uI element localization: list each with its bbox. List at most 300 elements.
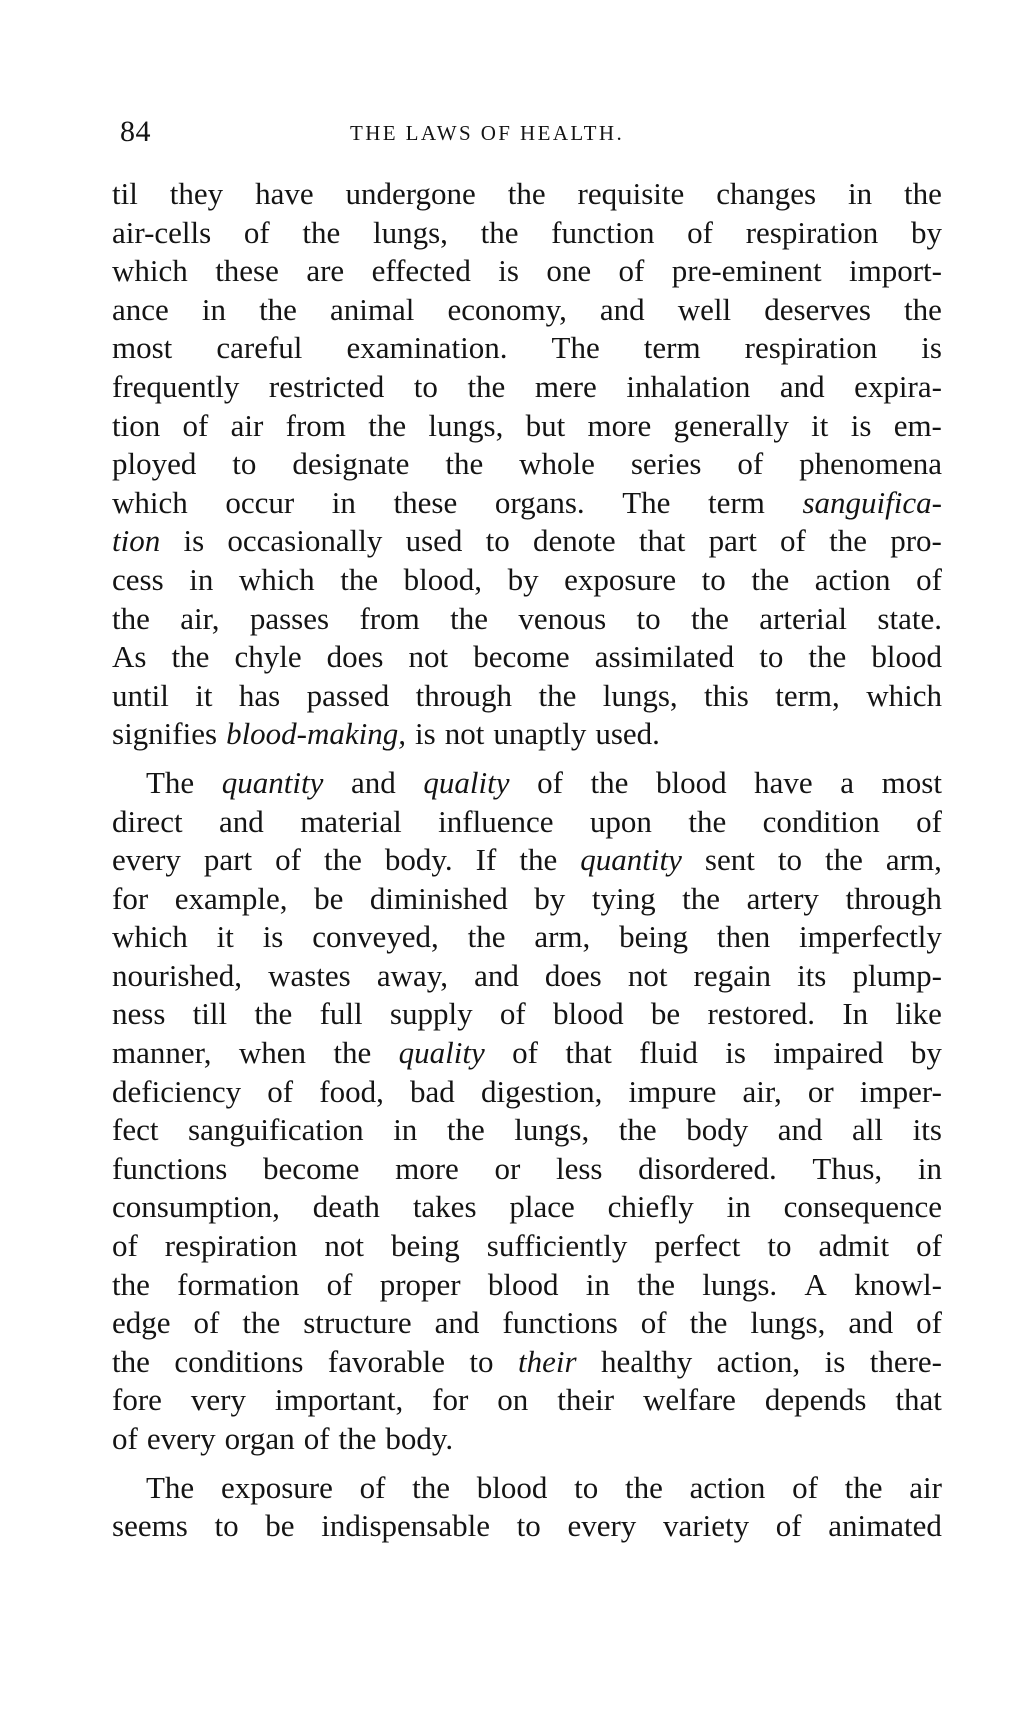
word: plump-	[852, 957, 942, 993]
word: sanguification	[188, 1112, 364, 1148]
word: In	[842, 996, 869, 1032]
page-number: 84	[120, 115, 151, 148]
text-line	[112, 880, 942, 919]
word: of	[687, 214, 713, 250]
word: disordered.	[638, 1150, 777, 1186]
word: is	[262, 919, 284, 955]
word: blood	[871, 639, 942, 675]
word: phenomena	[799, 446, 942, 482]
word: of	[916, 561, 942, 597]
word: venous	[518, 600, 607, 636]
word: air-cells	[112, 214, 212, 250]
word: it	[195, 677, 213, 713]
word: ance	[112, 291, 169, 327]
word: the	[751, 561, 790, 597]
word: more	[395, 1150, 459, 1186]
word: there-	[869, 1343, 942, 1379]
word: frequently	[112, 368, 240, 404]
word: in	[393, 1112, 418, 1148]
word: occasionally	[227, 523, 383, 559]
word: the	[590, 764, 629, 800]
word: lungs.	[702, 1266, 778, 1302]
word: in	[917, 1150, 942, 1186]
word: in	[585, 1266, 610, 1302]
word: deficiency	[112, 1073, 242, 1109]
word: in	[847, 176, 873, 211]
word: of	[112, 1228, 138, 1264]
text-line	[112, 561, 942, 600]
word: healthy	[600, 1343, 693, 1379]
word: of	[193, 1305, 220, 1341]
word: the	[480, 214, 519, 250]
word: conditions	[174, 1343, 304, 1379]
word: cess	[112, 561, 164, 597]
word: be	[265, 1508, 295, 1544]
word: The	[622, 484, 671, 520]
text-line	[112, 1073, 942, 1112]
word: well	[677, 291, 732, 327]
word: part	[203, 842, 253, 878]
word: to	[232, 446, 257, 482]
word: careful	[216, 330, 303, 366]
word: fore	[112, 1382, 162, 1418]
word: of	[780, 523, 806, 559]
word: from	[285, 407, 346, 443]
word: effected	[371, 253, 471, 289]
word: lungs,	[372, 214, 448, 250]
word: term	[708, 484, 765, 520]
word: bad	[410, 1073, 455, 1109]
word: mere	[534, 368, 597, 404]
word: occur	[225, 484, 295, 520]
text-line	[112, 1034, 942, 1073]
text-line	[112, 1266, 942, 1305]
word: on	[497, 1382, 529, 1418]
word: lungs,	[750, 1305, 826, 1341]
word: of	[916, 1305, 942, 1341]
running-title: THE LAWS OF HEALTH.	[350, 121, 625, 145]
word: is	[725, 1035, 746, 1071]
text-line	[112, 291, 942, 330]
word: not	[324, 1228, 364, 1264]
word: the	[333, 1035, 372, 1071]
word: which	[112, 484, 188, 520]
word: for	[112, 880, 149, 916]
word: denote	[533, 523, 616, 559]
word: used.	[595, 716, 660, 752]
word: then	[716, 919, 771, 955]
word: restored.	[707, 996, 816, 1032]
word: perfect	[654, 1228, 741, 1264]
text-line	[112, 1469, 942, 1508]
word: supply	[389, 996, 473, 1032]
text-line	[112, 1381, 942, 1420]
word: regain	[693, 957, 771, 993]
word: it	[216, 919, 234, 955]
word: seems	[112, 1508, 188, 1544]
word: chyle	[234, 639, 302, 675]
word: place	[509, 1189, 575, 1225]
word: the	[689, 1305, 728, 1341]
word: blood	[655, 764, 727, 800]
word: or	[494, 1150, 521, 1186]
word: ployed	[112, 446, 197, 482]
text-line	[112, 445, 942, 484]
word: and	[474, 957, 519, 993]
word: used	[405, 523, 463, 559]
word: or	[807, 1073, 834, 1109]
word: of	[916, 1228, 942, 1264]
word: direct	[112, 803, 183, 839]
word: blood	[476, 1469, 548, 1505]
word: air,	[742, 1073, 782, 1109]
word: of	[359, 1469, 386, 1505]
word: As	[112, 639, 147, 675]
word: body.	[385, 1421, 454, 1456]
word: the	[467, 919, 506, 955]
word: this	[704, 677, 749, 713]
text-line	[112, 368, 942, 407]
word: of	[792, 1469, 818, 1505]
word: in	[726, 1189, 751, 1225]
word: like	[895, 996, 942, 1032]
word: Thus,	[812, 1150, 883, 1186]
word: digestion,	[480, 1073, 603, 1109]
word: the	[688, 803, 727, 839]
text-line	[112, 1343, 942, 1382]
word: till	[192, 996, 228, 1032]
text-line	[112, 677, 942, 716]
word: animated	[828, 1508, 942, 1544]
word: more	[587, 407, 652, 443]
word: restricted	[268, 368, 385, 404]
word: blood	[552, 996, 624, 1032]
word: whole	[519, 446, 595, 482]
word: depends	[764, 1382, 867, 1418]
word: being	[390, 1228, 460, 1264]
word: the	[538, 677, 577, 713]
word: the	[691, 600, 729, 636]
word: in	[331, 484, 356, 520]
word: economy,	[447, 291, 567, 327]
word: The	[146, 1469, 195, 1505]
word: a	[840, 764, 855, 800]
word: to	[574, 1469, 599, 1505]
word: passes	[249, 600, 330, 636]
italic-word: blood-making,	[226, 716, 407, 752]
word: and	[779, 368, 825, 404]
italic-word: quality	[398, 1035, 485, 1071]
word: part	[708, 523, 757, 559]
word: If	[475, 842, 497, 878]
word: the	[904, 291, 942, 327]
text-line	[112, 252, 942, 291]
text-line	[112, 214, 942, 253]
word: is	[824, 1343, 846, 1379]
word: by	[910, 1035, 942, 1071]
word: respiration	[164, 1228, 298, 1264]
italic-word: quantity	[580, 842, 682, 878]
word: functions	[112, 1150, 228, 1186]
word: knowl-	[854, 1266, 942, 1302]
word: impaired	[773, 1035, 884, 1071]
text-line	[112, 1150, 942, 1189]
word: sufficiently	[486, 1228, 628, 1264]
word: the	[450, 600, 488, 636]
word: to	[469, 1343, 494, 1379]
text-line	[112, 1507, 942, 1546]
word: less	[555, 1150, 603, 1186]
word: upon	[589, 803, 652, 839]
word: by	[507, 561, 539, 597]
word: manner,	[112, 1035, 212, 1071]
text-line	[112, 600, 942, 639]
word: indispensable	[321, 1508, 490, 1544]
word: to	[485, 523, 510, 559]
word: is	[921, 330, 942, 366]
word: the	[637, 1266, 675, 1302]
word: not	[627, 957, 668, 993]
word: conveyed,	[312, 919, 439, 955]
word: arterial	[759, 600, 848, 636]
word: become	[473, 639, 570, 675]
word: all	[852, 1112, 884, 1148]
word: function	[551, 214, 655, 250]
word: the	[112, 600, 150, 636]
word: become	[263, 1150, 360, 1186]
text-line	[112, 1188, 942, 1227]
word: import-	[848, 253, 942, 289]
word: expira-	[854, 368, 942, 404]
word: of	[182, 407, 209, 443]
word: imper-	[859, 1073, 942, 1109]
word: respiration	[745, 214, 879, 250]
word: em-	[893, 407, 942, 443]
word: the	[825, 842, 863, 878]
word: to	[759, 639, 784, 675]
word: takes	[412, 1189, 477, 1225]
word: blood,	[403, 561, 483, 597]
word: A	[804, 1266, 827, 1302]
word: action	[814, 561, 891, 597]
word: which	[866, 677, 942, 713]
word: material	[300, 803, 402, 839]
text-line	[112, 522, 942, 561]
word: to	[413, 368, 438, 404]
paragraph	[112, 175, 942, 754]
word: of	[243, 214, 270, 250]
word: its	[797, 957, 827, 993]
word: by	[534, 880, 566, 916]
word: the	[242, 1305, 281, 1341]
word: that	[895, 1382, 942, 1418]
word: of	[112, 1421, 138, 1456]
word: it	[811, 407, 829, 443]
italic-word: tion	[112, 523, 161, 559]
text-line	[112, 484, 942, 523]
text-line	[112, 329, 942, 368]
word: does	[544, 957, 602, 993]
word: and	[777, 1112, 823, 1148]
paragraph-gap	[112, 754, 942, 764]
word: every	[567, 1508, 637, 1544]
word: of	[775, 1508, 802, 1544]
word: to	[701, 561, 726, 597]
word: is	[498, 253, 519, 289]
word: in	[189, 561, 214, 597]
word: signifies	[112, 716, 218, 752]
word: air	[909, 1469, 942, 1505]
word: the	[507, 176, 546, 211]
word: structure	[303, 1305, 412, 1341]
word: wastes	[268, 957, 351, 993]
word: respiration	[744, 330, 878, 366]
word: in	[201, 291, 226, 327]
word: the	[844, 1469, 883, 1505]
word: The	[551, 330, 600, 366]
word: arm,	[534, 919, 591, 955]
word: the	[624, 1469, 663, 1505]
word: fect	[112, 1112, 159, 1148]
word: which	[238, 561, 315, 597]
word: of	[326, 1266, 353, 1302]
word: tion	[112, 407, 161, 443]
word: series	[630, 446, 702, 482]
word: tying	[591, 880, 656, 916]
text-line	[112, 918, 942, 957]
word: action,	[716, 1343, 801, 1379]
word: the	[340, 561, 379, 597]
word: and	[434, 1305, 480, 1341]
paragraph-gap	[112, 1459, 942, 1469]
word: blood	[487, 1266, 559, 1302]
word: the	[467, 368, 506, 404]
word: every	[146, 1421, 216, 1456]
word: and	[848, 1305, 894, 1341]
word: of	[499, 996, 526, 1032]
text-line	[112, 1304, 942, 1343]
word: ness	[112, 996, 166, 1032]
word: air,	[180, 600, 220, 636]
word: formation	[177, 1266, 300, 1302]
paragraph	[112, 1469, 942, 1546]
word: one	[546, 253, 592, 289]
word: the	[829, 523, 867, 559]
word: the	[302, 214, 341, 250]
paragraph	[112, 764, 942, 1459]
text-line	[112, 841, 942, 880]
word: term	[643, 330, 701, 366]
word: they	[169, 176, 224, 211]
text-line	[112, 803, 942, 842]
word: imperfectly	[799, 919, 942, 955]
word: for	[432, 1382, 469, 1418]
word: of	[737, 446, 764, 482]
word: and	[351, 764, 396, 800]
word: does	[326, 639, 384, 675]
word: the	[904, 176, 942, 211]
word: body.	[384, 842, 453, 878]
word: to	[636, 600, 661, 636]
word: lungs,	[428, 407, 504, 443]
word: which	[112, 919, 188, 955]
word: and	[599, 291, 645, 327]
word: example,	[174, 880, 288, 916]
italic-word: quantity	[221, 764, 324, 800]
word: when	[238, 1035, 307, 1071]
word: the	[412, 1469, 451, 1505]
word: is	[415, 716, 436, 752]
word: assimilated	[594, 639, 735, 675]
word: and	[219, 803, 264, 839]
word: state.	[877, 600, 942, 636]
page-header	[120, 114, 940, 150]
word: inhalation	[626, 368, 751, 404]
word: passed	[306, 677, 390, 713]
text-line	[112, 1111, 942, 1150]
word: unaptly	[493, 716, 587, 752]
word: favorable	[327, 1343, 445, 1379]
word: condition	[762, 803, 880, 839]
word: have	[754, 764, 813, 800]
word: is	[850, 407, 872, 443]
word: deserves	[764, 291, 871, 327]
word: exposure	[564, 561, 677, 597]
word: has	[238, 677, 281, 713]
word: their	[557, 1382, 615, 1418]
word: the	[254, 996, 293, 1032]
word: examination.	[346, 330, 508, 366]
word: the	[171, 639, 210, 675]
word: these	[393, 484, 458, 520]
text-line	[112, 764, 942, 803]
word: death	[312, 1189, 380, 1225]
word: consumption,	[112, 1189, 280, 1225]
word: of	[275, 842, 301, 878]
word: full	[319, 996, 363, 1032]
word: sent	[704, 842, 755, 878]
word: most	[881, 764, 942, 800]
word: of	[303, 1421, 330, 1456]
word: being	[619, 919, 688, 955]
word: the	[368, 407, 407, 443]
text-line	[112, 407, 942, 446]
word: the	[519, 842, 558, 878]
word: to	[214, 1508, 239, 1544]
word: exposure	[220, 1469, 333, 1505]
word: organs.	[494, 484, 585, 520]
word: artery	[746, 880, 819, 916]
word: admit	[818, 1228, 890, 1264]
word: consequence	[783, 1189, 942, 1225]
word: its	[912, 1112, 942, 1148]
word: the	[112, 1266, 150, 1302]
word: requisite	[577, 176, 685, 211]
word: impure	[628, 1073, 717, 1109]
word: through	[845, 880, 942, 916]
text-line	[112, 715, 942, 754]
word: the	[682, 880, 721, 916]
word: to	[777, 842, 802, 878]
body-text	[112, 175, 942, 1546]
text-line	[112, 1227, 942, 1266]
word: not	[444, 716, 485, 752]
italic-word: quality	[423, 764, 510, 800]
word: variety	[663, 1508, 750, 1544]
text-line	[112, 957, 942, 996]
word: to	[767, 1228, 792, 1264]
word: pre-eminent	[671, 253, 822, 289]
